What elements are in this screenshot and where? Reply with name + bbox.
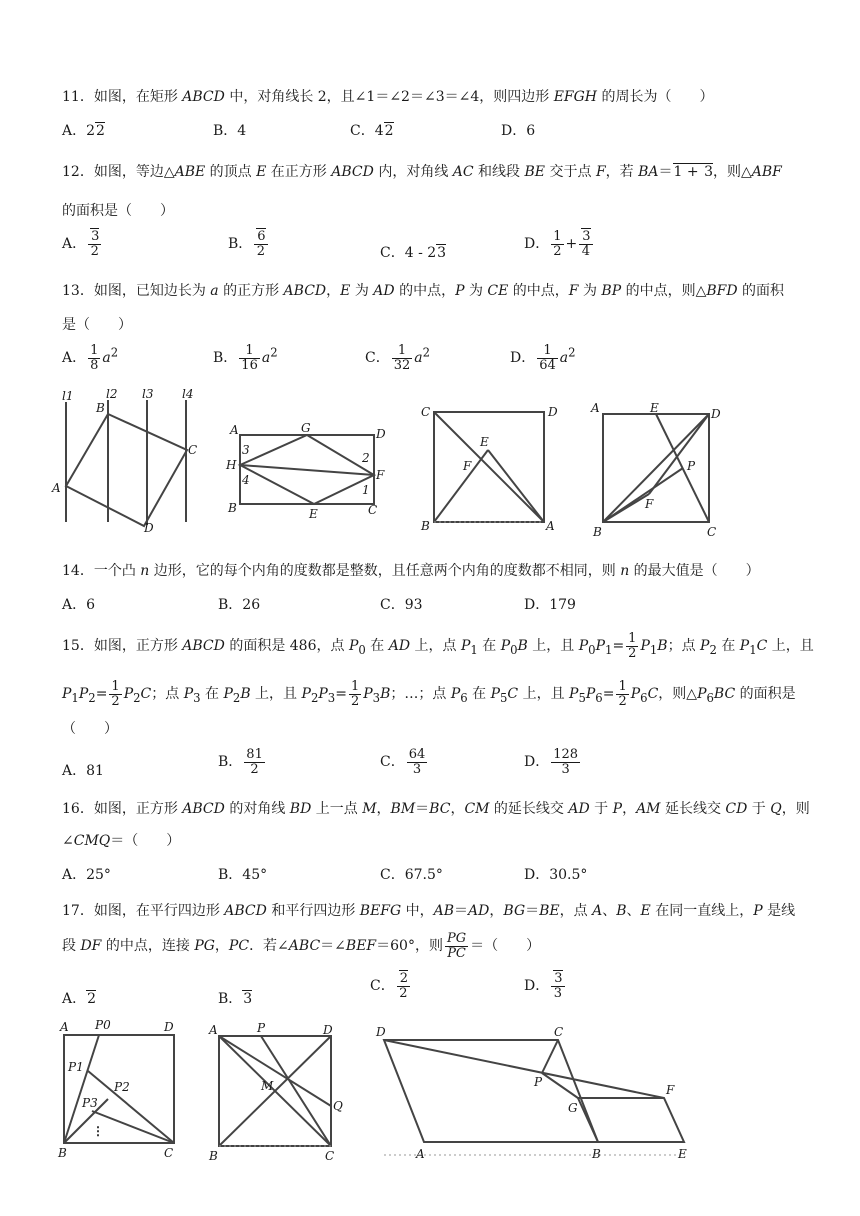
label-D: D [144, 521, 154, 535]
label-angle-1: 1 [362, 483, 370, 497]
label-angle-2: 2 [362, 451, 370, 465]
label-D: D [548, 405, 558, 419]
label-A: A [591, 401, 600, 415]
figure-square-equilateral [418, 400, 568, 535]
q17-option-d[interactable]: D． $\frac{3}{3}$ [524, 971, 563, 1001]
label-B: B [421, 519, 430, 533]
label-C: C [325, 1149, 335, 1163]
q11-option-b[interactable]: B．4 [213, 123, 247, 139]
q13-option-a[interactable]: A． $\frac{1}{8}$ $a^2$ [62, 343, 119, 373]
label-C: C [707, 525, 717, 539]
label-Q: Q [333, 1099, 343, 1113]
label-B: B [209, 1149, 218, 1163]
label-P0: P0 [95, 1018, 111, 1032]
q12-option-c[interactable]: C．4 - 23 [380, 245, 447, 261]
label-angle-3: 3 [242, 443, 250, 457]
q11-option-a[interactable]: A．22 [62, 123, 105, 139]
q16-stem: 16．如图，正方形 ABCD 的对角线 BD 上一点 M，BM＝BC，CM 的延长线交 AD 于 P，AM 延长线交 CD 于 Q，则 [62, 801, 810, 817]
q17-option-a[interactable]: A．2 [62, 991, 97, 1007]
label-D: D [376, 427, 386, 441]
label-A: A [230, 423, 239, 437]
label-B: B [58, 1146, 67, 1160]
q15-option-a[interactable]: A．81 [62, 763, 104, 779]
label-F: F [376, 468, 385, 482]
q15-option-b[interactable]: B． $\frac{81}{2}$ [218, 747, 263, 777]
label-E: E [480, 435, 489, 449]
label-B: B [592, 1147, 601, 1161]
q12-option-a[interactable]: A． $\frac{3}{2}$ [62, 229, 100, 259]
figure-parallel-lines-square [50, 387, 210, 535]
q12-stem-cont: 的面积是（ ） [62, 203, 174, 219]
q17-stem: 17．如图，在平行四边形 ABCD 和平行四边形 BEFG 中，AB＝AD，BG＝BE，点 A、B、E 在同一直线上，P 是线 [62, 903, 796, 919]
label-P1: P1 [68, 1060, 84, 1074]
q17-option-b[interactable]: B．3 [218, 991, 253, 1007]
label-C: C [164, 1146, 174, 1160]
q16-option-c[interactable]: C．67.5° [380, 867, 443, 883]
label-A: A [546, 519, 555, 533]
figure-square-mpq [205, 1018, 355, 1168]
label-C: C [368, 503, 378, 517]
figure-square-p-sequence [52, 1015, 192, 1165]
q17-stem-cont: 段 DF 的中点，连接 PG，PC．若∠ABC＝∠BEF＝60°，则 $\frac{PG}{PC}$ ＝（ ） [62, 931, 541, 961]
figure-parallelograms [372, 1018, 697, 1168]
label-D: D [323, 1023, 333, 1037]
label-B: B [228, 501, 237, 515]
label-angle-4: 4 [242, 473, 250, 487]
label-A: A [209, 1023, 218, 1037]
label-D: D [376, 1025, 386, 1039]
label-B: B [96, 401, 105, 415]
q14-option-c[interactable]: C．93 [380, 597, 423, 613]
label-E: E [678, 1147, 687, 1161]
figure-square-bfd [585, 398, 735, 540]
label-E: E [309, 507, 318, 521]
q14-option-d[interactable]: D．179 [524, 597, 576, 613]
q13-option-d[interactable]: D． $\frac{1}{64}$ $a^2$ [510, 343, 576, 373]
label-A: A [416, 1147, 425, 1161]
label-P3: P3 [82, 1096, 98, 1110]
label-F: F [463, 459, 472, 473]
q12-option-d[interactable]: D． $\frac{1}{2}$ + $\frac{3}{4}$ [524, 229, 591, 259]
label-P2: P2 [114, 1080, 130, 1094]
q16-option-b[interactable]: B．45° [218, 867, 268, 883]
q16-stem-cont: ∠CMQ＝（ ） [62, 833, 181, 849]
label-G: G [301, 421, 311, 435]
label-l2: l2 [106, 387, 118, 401]
q12-stem: 12．如图，等边△ABE 的顶点 E 在正方形 ABCD 内，对角线 AC 和线段 BE 交于点 F，若 BA＝1 + 3，则△ABF [62, 164, 782, 180]
label-D: D [164, 1020, 174, 1034]
label-A: A [60, 1020, 69, 1034]
q15-stem-cont: $P_1P_2=$ $\frac{1}{2}$ $P_2C$；点 $P_3$ 在 $P_2B$ 上，且 $P_2P_3=$ $\frac{1}{2}$ $P_3B$；…；点 $P_6$ 在 $P_5C$ 上，且 $P_5P_6=$ $\frac{1}{2}$ $P_6C$，则$\triangle P_6BC$ 的面积是 [62, 679, 796, 709]
label-F: F [645, 497, 654, 511]
q14-option-a[interactable]: A．6 [62, 597, 96, 613]
label-l3: l3 [142, 387, 154, 401]
q15-stem-end: （ ） [62, 721, 118, 737]
label-A: A [52, 481, 61, 495]
label-M: M [261, 1079, 274, 1093]
q14-option-b[interactable]: B．26 [218, 597, 261, 613]
q15-stem: 15．如图，正方形 ABCD 的面积是 486，点 $P_0$ 在 AD 上，点 $P_1$ 在 $P_0B$ 上，且 $P_0P_1=$ $\frac{1}{2}$ $P_1B$；点 $P_2$ 在 $P_1C$ 上，且 [62, 631, 814, 661]
q17-option-c[interactable]: C． $\frac{2}{2}$ [370, 971, 408, 1001]
q11-option-d[interactable]: D．6 [501, 123, 536, 139]
q13-stem-cont: 是（ ） [62, 317, 132, 333]
q11-stem: 11．如图，在矩形 ABCD 中，对角线长 2，且∠1＝∠2＝∠3＝∠4，则四边形 EFGH 的周长为（ ） [62, 89, 714, 105]
label-C: C [554, 1025, 564, 1039]
figure-rectangle-efgh [222, 420, 397, 520]
label-B: B [593, 525, 602, 539]
label-P: P [257, 1021, 266, 1035]
label-F: F [666, 1083, 675, 1097]
label-D: D [711, 407, 721, 421]
label-G: G [568, 1101, 578, 1115]
q11-option-c[interactable]: C．42 [350, 123, 394, 139]
q13-option-b[interactable]: B． $\frac{1}{16}$ $a^2$ [213, 343, 278, 373]
label-l1: l1 [62, 389, 74, 403]
label-E: E [650, 401, 659, 415]
label-C: C [188, 443, 198, 457]
label-C: C [421, 405, 431, 419]
label-H: H [226, 458, 237, 472]
label-P: P [687, 459, 696, 473]
label-l4: l4 [182, 387, 194, 401]
q16-option-a[interactable]: A．25° [62, 867, 111, 883]
svg-text:⋮: ⋮ [92, 1124, 104, 1138]
q15-option-c[interactable]: C． $\frac{64}{3}$ [380, 747, 426, 777]
q13-option-c[interactable]: C． $\frac{1}{32}$ $a^2$ [365, 343, 431, 373]
q16-option-d[interactable]: D．30.5° [524, 867, 588, 883]
q12-option-b[interactable]: B． $\frac{6}{2}$ [228, 229, 266, 259]
label-P: P [534, 1075, 543, 1089]
q14-stem: 14．一个凸 n 边形，它的每个内角的度数都是整数，且任意两个内角的度数都不相同，则 n 的最大值是（ ） [62, 563, 760, 579]
q13-stem: 13．如图，已知边长为 a 的正方形 ABCD，E 为 AD 的中点，P 为 CE 的中点，F 为 BP 的中点，则△BFD 的面积 [62, 283, 785, 299]
q15-option-d[interactable]: D． $\frac{128}{3}$ [524, 747, 579, 777]
